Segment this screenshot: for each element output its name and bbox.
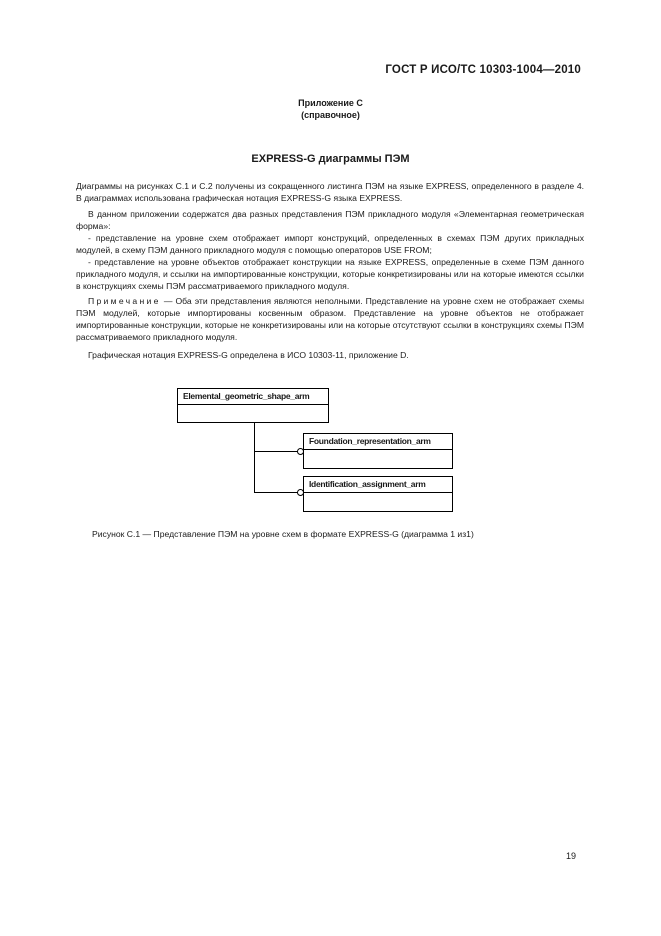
connector-trunk — [254, 422, 255, 493]
figure-caption: Рисунок С.1 — Представление ПЭМ на уровне схем в формате EXPRESS-G (диаграмма 1 из1) — [92, 529, 474, 539]
imported-schema-box-2 — [303, 476, 453, 512]
note-label: Примечание — [88, 296, 161, 306]
imported-schema-name-2: Identification_assignment_arm — [304, 477, 452, 493]
imported-schema-name-1: Foundation_representation_arm — [304, 434, 452, 450]
paragraph-4: - представление на уровне объектов отображает конструкции на языке EXPRESS, определенные в схеме ПЭМ данного прикладного модуля, и ссылки на импортированные конструкции, которые конкретизированы или на которые имеются ссылки в конструкциях схемы ПЭМ рассматриваемого прикладного модуля. — [76, 257, 584, 291]
notation-sentence: Графическая нотация EXPRESS-G определена в ИСО 10303-11, приложение D. — [88, 350, 409, 360]
paragraph-2: В данном приложении содержатся два разных представления ПЭМ прикладного модуля «Элементарная геометрическая форма»: — [76, 209, 584, 231]
page-number: 19 — [566, 851, 577, 861]
connector-branch-1 — [254, 451, 300, 452]
note-text: — Оба эти представления являются неполными. Представление на уровне схем не отображает схемы ПЭМ модулей, которые импортированы косвенным образом. Представление на уровне объектов не отображает импортированные конструкции, которые не конкретизированы или на которые отсутствуют ссылки в конструкциях схемы ПЭМ рассматриваемого прикладного модуля. — [76, 296, 585, 342]
main-schema-name: Elemental_geometric_shape_arm — [178, 389, 328, 405]
paragraph-3: - представление на уровне схем отображает импорт конструкций, определенных в схемах ПЭМ других прикладных модулей, в схему ПЭМ данного прикладного модуля с помощью операторов USE FROM; — [76, 233, 584, 255]
imported-schema-box-1 — [303, 433, 453, 469]
section-title: EXPRESS-G диаграммы ПЭМ — [251, 153, 410, 165]
connector-branch-2 — [254, 492, 300, 493]
main-schema-box — [177, 388, 329, 423]
appendix-label: Приложение С — [298, 98, 363, 108]
paragraph-1: Диаграммы на рисунках С.1 и С.2 получены из сокращенного листинга ПЭМ на языке EXPRESS, определенного в разделе 4. В диаграммах использована графическая нотация EXPRESS-G языка EXPRESS. — [76, 181, 584, 203]
appendix-note: (справочное) — [301, 110, 360, 120]
document-header: ГОСТ Р ИСО/ТС 10303-1004—2010 — [385, 64, 581, 76]
note-block — [76, 296, 584, 344]
